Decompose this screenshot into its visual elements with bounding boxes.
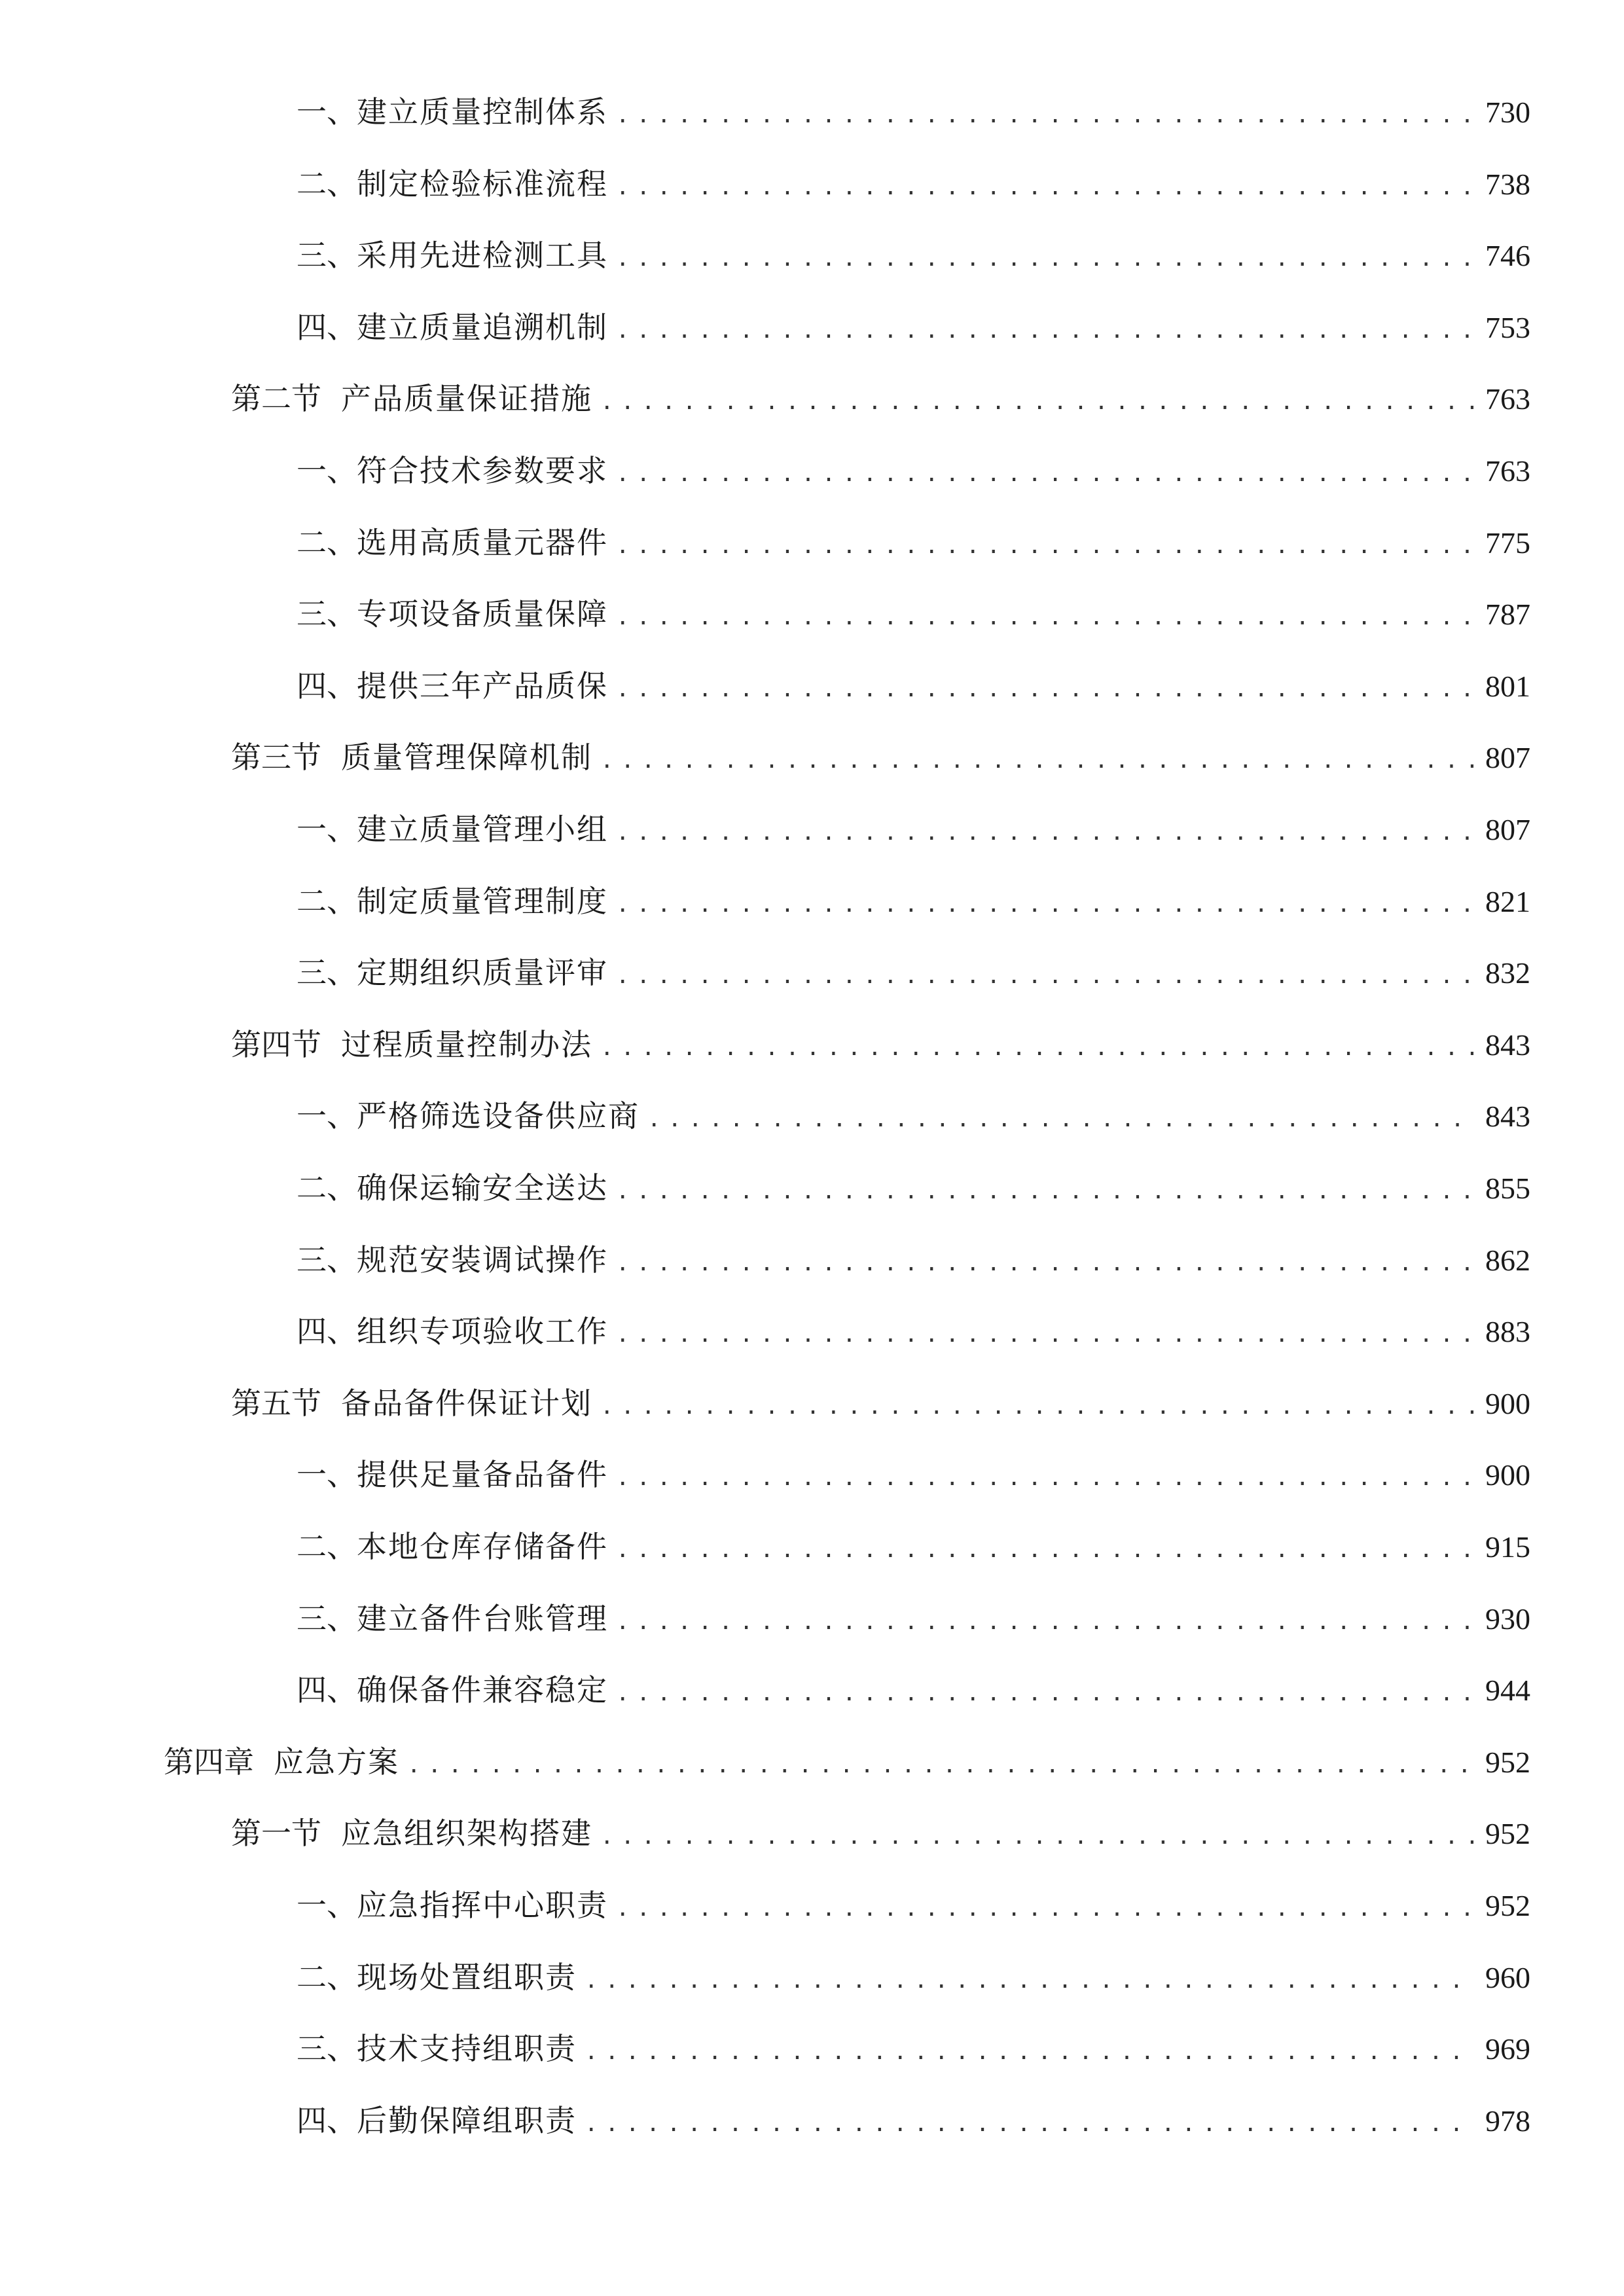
toc-entry-title: 建立质量控制体系 — [357, 94, 608, 130]
toc-entry-number: 二、 — [297, 1170, 357, 1206]
dot-leader — [616, 533, 1473, 559]
toc-entry-item[interactable] — [231, 1092, 1530, 1151]
toc-entry-item[interactable] — [231, 662, 1530, 721]
toc-entry-title: 确保运输安全送达 — [357, 1170, 608, 1206]
toc-entry-number: 一、 — [297, 1457, 357, 1492]
toc-entry-number: 二、 — [297, 1529, 357, 1564]
toc-entry-page-number: 952 — [1485, 1817, 1530, 1850]
toc-entry-number: 三、 — [297, 2031, 357, 2066]
toc-entry-title: 符合技术参数要求 — [357, 453, 608, 488]
toc-entry-number: 三、 — [297, 1242, 357, 1278]
toc-entry-number: 二、 — [297, 1960, 357, 1995]
toc-entry-page-number: 900 — [1485, 1387, 1530, 1420]
toc-entry-section[interactable] — [231, 1380, 1530, 1439]
toc-entry-number: 二、 — [297, 525, 357, 560]
toc-entry-number: 一、 — [297, 1888, 357, 1923]
toc-entry-item[interactable] — [231, 1451, 1530, 1510]
toc-entry-title: 定期组织质量评审 — [357, 955, 608, 990]
toc-entry-item[interactable] — [231, 2025, 1530, 2084]
toc-entry-section[interactable] — [231, 734, 1530, 793]
toc-entry-page-number: 930 — [1485, 1602, 1530, 1636]
toc-entry-number: 三、 — [297, 596, 357, 632]
toc-entry-item[interactable] — [231, 878, 1530, 937]
toc-entry-title: 组织专项验收工作 — [357, 1314, 608, 1349]
toc-entry-number: 第二节 — [231, 381, 321, 416]
toc-entry-title: 提供三年产品质保 — [357, 668, 608, 704]
toc-entry-title: 质量管理保障机制 — [341, 740, 592, 775]
dot-leader — [585, 1967, 1473, 1994]
dot-leader — [616, 1321, 1473, 1348]
toc-entry-page-number: 832 — [1485, 956, 1530, 990]
toc-entry-page-number: 978 — [1485, 2104, 1530, 2138]
toc-entry-title: 现场处置组职责 — [357, 1960, 577, 1995]
toc-entry-page-number: 807 — [1485, 741, 1530, 774]
toc-entry-item[interactable] — [231, 1164, 1530, 1223]
toc-entry-item[interactable] — [231, 1882, 1530, 1941]
toc-entry-title: 建立质量管理小组 — [357, 812, 608, 847]
toc-entry-title: 制定质量管理制度 — [357, 884, 608, 919]
toc-entry-number: 四、 — [297, 310, 357, 345]
toc-entry-item[interactable] — [231, 160, 1530, 219]
toc-entry-item[interactable] — [231, 1236, 1530, 1295]
toc-entry-section[interactable] — [231, 375, 1530, 434]
toc-entry-number: 第五节 — [231, 1386, 321, 1421]
toc-entry-item[interactable] — [231, 1954, 1530, 2013]
toc-entry-page-number: 952 — [1485, 1746, 1530, 1779]
toc-entry-title: 制定检验标准流程 — [357, 166, 608, 202]
dot-leader — [616, 604, 1473, 630]
toc-entry-page-number: 730 — [1485, 96, 1530, 129]
dot-leader — [600, 1393, 1473, 1420]
toc-entry-page-number: 862 — [1485, 1244, 1530, 1277]
toc-entry-page-number: 969 — [1485, 2032, 1530, 2066]
toc-entry-number: 一、 — [297, 453, 357, 488]
dot-leader — [600, 1823, 1473, 1850]
dot-leader — [616, 1680, 1473, 1706]
toc-entry-title: 严格筛选设备供应商 — [357, 1098, 640, 1134]
toc-entry-number: 三、 — [297, 1601, 357, 1636]
toc-entry-page-number: 821 — [1485, 885, 1530, 918]
toc-entry-item[interactable] — [231, 232, 1530, 291]
toc-entry-section[interactable] — [231, 1021, 1530, 1080]
toc-entry-page-number: 843 — [1485, 1100, 1530, 1133]
toc-entry-title: 建立质量追溯机制 — [357, 310, 608, 345]
dot-leader — [616, 1609, 1473, 1635]
toc-entry-number: 一、 — [297, 1098, 357, 1134]
toc-entry-number: 四、 — [297, 1314, 357, 1349]
toc-entry-page-number: 855 — [1485, 1172, 1530, 1205]
toc-entry-item[interactable] — [231, 88, 1530, 147]
toc-entry-number: 三、 — [297, 238, 357, 273]
toc-entry-item[interactable] — [231, 519, 1530, 578]
toc-entry-page-number: 807 — [1485, 813, 1530, 846]
toc-entry-page-number: 960 — [1485, 1961, 1530, 1994]
dot-leader — [600, 747, 1473, 774]
toc-entry-title: 确保备件兼容稳定 — [357, 1672, 608, 1708]
dot-leader — [616, 174, 1473, 200]
toc-entry-page-number: 952 — [1485, 1889, 1530, 1922]
dot-leader — [616, 819, 1473, 846]
toc-entry-page-number: 843 — [1485, 1028, 1530, 1062]
toc-entry-chapter[interactable] — [164, 1738, 1530, 1797]
dot-leader — [616, 676, 1473, 702]
toc-entry-page-number: 883 — [1485, 1315, 1530, 1348]
toc-entry-page-number: 775 — [1485, 526, 1530, 560]
toc-entry-item[interactable] — [231, 1595, 1530, 1654]
toc-entry-title: 建立备件台账管理 — [357, 1601, 608, 1636]
dot-leader — [616, 245, 1473, 272]
toc-entry-page-number: 763 — [1485, 382, 1530, 416]
dot-leader — [616, 102, 1473, 128]
toc-entry-page-number: 746 — [1485, 239, 1530, 272]
dot-leader — [616, 1895, 1473, 1922]
dot-leader — [585, 2039, 1473, 2065]
dot-leader — [616, 461, 1473, 487]
toc-entry-page-number: 753 — [1485, 311, 1530, 344]
toc-entry-number: 二、 — [297, 166, 357, 202]
dot-leader — [616, 317, 1473, 344]
dot-leader — [616, 963, 1473, 989]
toc-entry-title: 应急组织架构搭建 — [341, 1816, 592, 1851]
toc-entry-number: 一、 — [297, 812, 357, 847]
toc-entry-item[interactable] — [231, 1523, 1530, 1582]
toc-entry-section[interactable] — [231, 1810, 1530, 1869]
toc-entry-number: 四、 — [297, 1672, 357, 1708]
toc-entry-item[interactable] — [231, 590, 1530, 649]
toc-entry-page-number: 944 — [1485, 1674, 1530, 1707]
toc-entry-title: 备品备件保证计划 — [341, 1386, 592, 1421]
toc-entry-number: 三、 — [297, 955, 357, 990]
toc-entry-item[interactable] — [231, 304, 1530, 363]
toc-entry-title: 产品质量保证措施 — [341, 381, 592, 416]
toc-entry-item[interactable] — [231, 2097, 1530, 2156]
dot-leader — [647, 1106, 1473, 1132]
toc-entry-title: 提供足量备品备件 — [357, 1457, 608, 1492]
dot-leader — [616, 1250, 1473, 1276]
toc-entry-number: 第四节 — [231, 1027, 321, 1062]
toc-entry-title: 选用高质量元器件 — [357, 525, 608, 560]
toc-entry-title: 规范安装调试操作 — [357, 1242, 608, 1278]
toc-entry-item[interactable] — [231, 949, 1530, 1008]
toc-entry-title: 采用先进检测工具 — [357, 238, 608, 273]
toc-entry-title: 专项设备质量保障 — [357, 596, 608, 632]
toc-entry-title: 过程质量控制办法 — [341, 1027, 592, 1062]
toc-entry-number: 一、 — [297, 94, 357, 130]
toc-entry-number: 第三节 — [231, 740, 321, 775]
toc-entry-title: 本地仓库存储备件 — [357, 1529, 608, 1564]
toc-entry-number: 第一节 — [231, 1816, 321, 1851]
toc-entry-title: 技术支持组职责 — [357, 2031, 577, 2066]
dot-leader — [600, 1035, 1473, 1061]
toc-entry-item[interactable] — [231, 1666, 1530, 1725]
toc-entry-number: 第四章 — [164, 1744, 254, 1780]
dot-leader — [407, 1752, 1473, 1778]
toc-entry-page-number: 787 — [1485, 598, 1530, 631]
dot-leader — [585, 2111, 1473, 2137]
toc-entry-title: 应急方案 — [274, 1744, 399, 1780]
dot-leader — [616, 1465, 1473, 1491]
toc-entry-item[interactable] — [231, 1308, 1530, 1367]
toc-entry-page-number: 738 — [1485, 168, 1530, 201]
dot-leader — [616, 891, 1473, 918]
dot-leader — [616, 1537, 1473, 1563]
toc-entry-page-number: 900 — [1485, 1458, 1530, 1492]
toc-entry-page-number: 801 — [1485, 670, 1530, 703]
toc-entry-number: 四、 — [297, 2103, 357, 2138]
toc-entry-page-number: 763 — [1485, 454, 1530, 488]
toc-entry-item[interactable] — [231, 447, 1530, 506]
dot-leader — [600, 389, 1473, 415]
toc-entry-title: 应急指挥中心职责 — [357, 1888, 608, 1923]
toc-entry-item[interactable] — [231, 806, 1530, 865]
dot-leader — [616, 1178, 1473, 1204]
toc-entry-number: 四、 — [297, 668, 357, 704]
toc-entry-page-number: 915 — [1485, 1530, 1530, 1564]
toc-entry-title: 后勤保障组职责 — [357, 2103, 577, 2138]
toc-entry-number: 二、 — [297, 884, 357, 919]
